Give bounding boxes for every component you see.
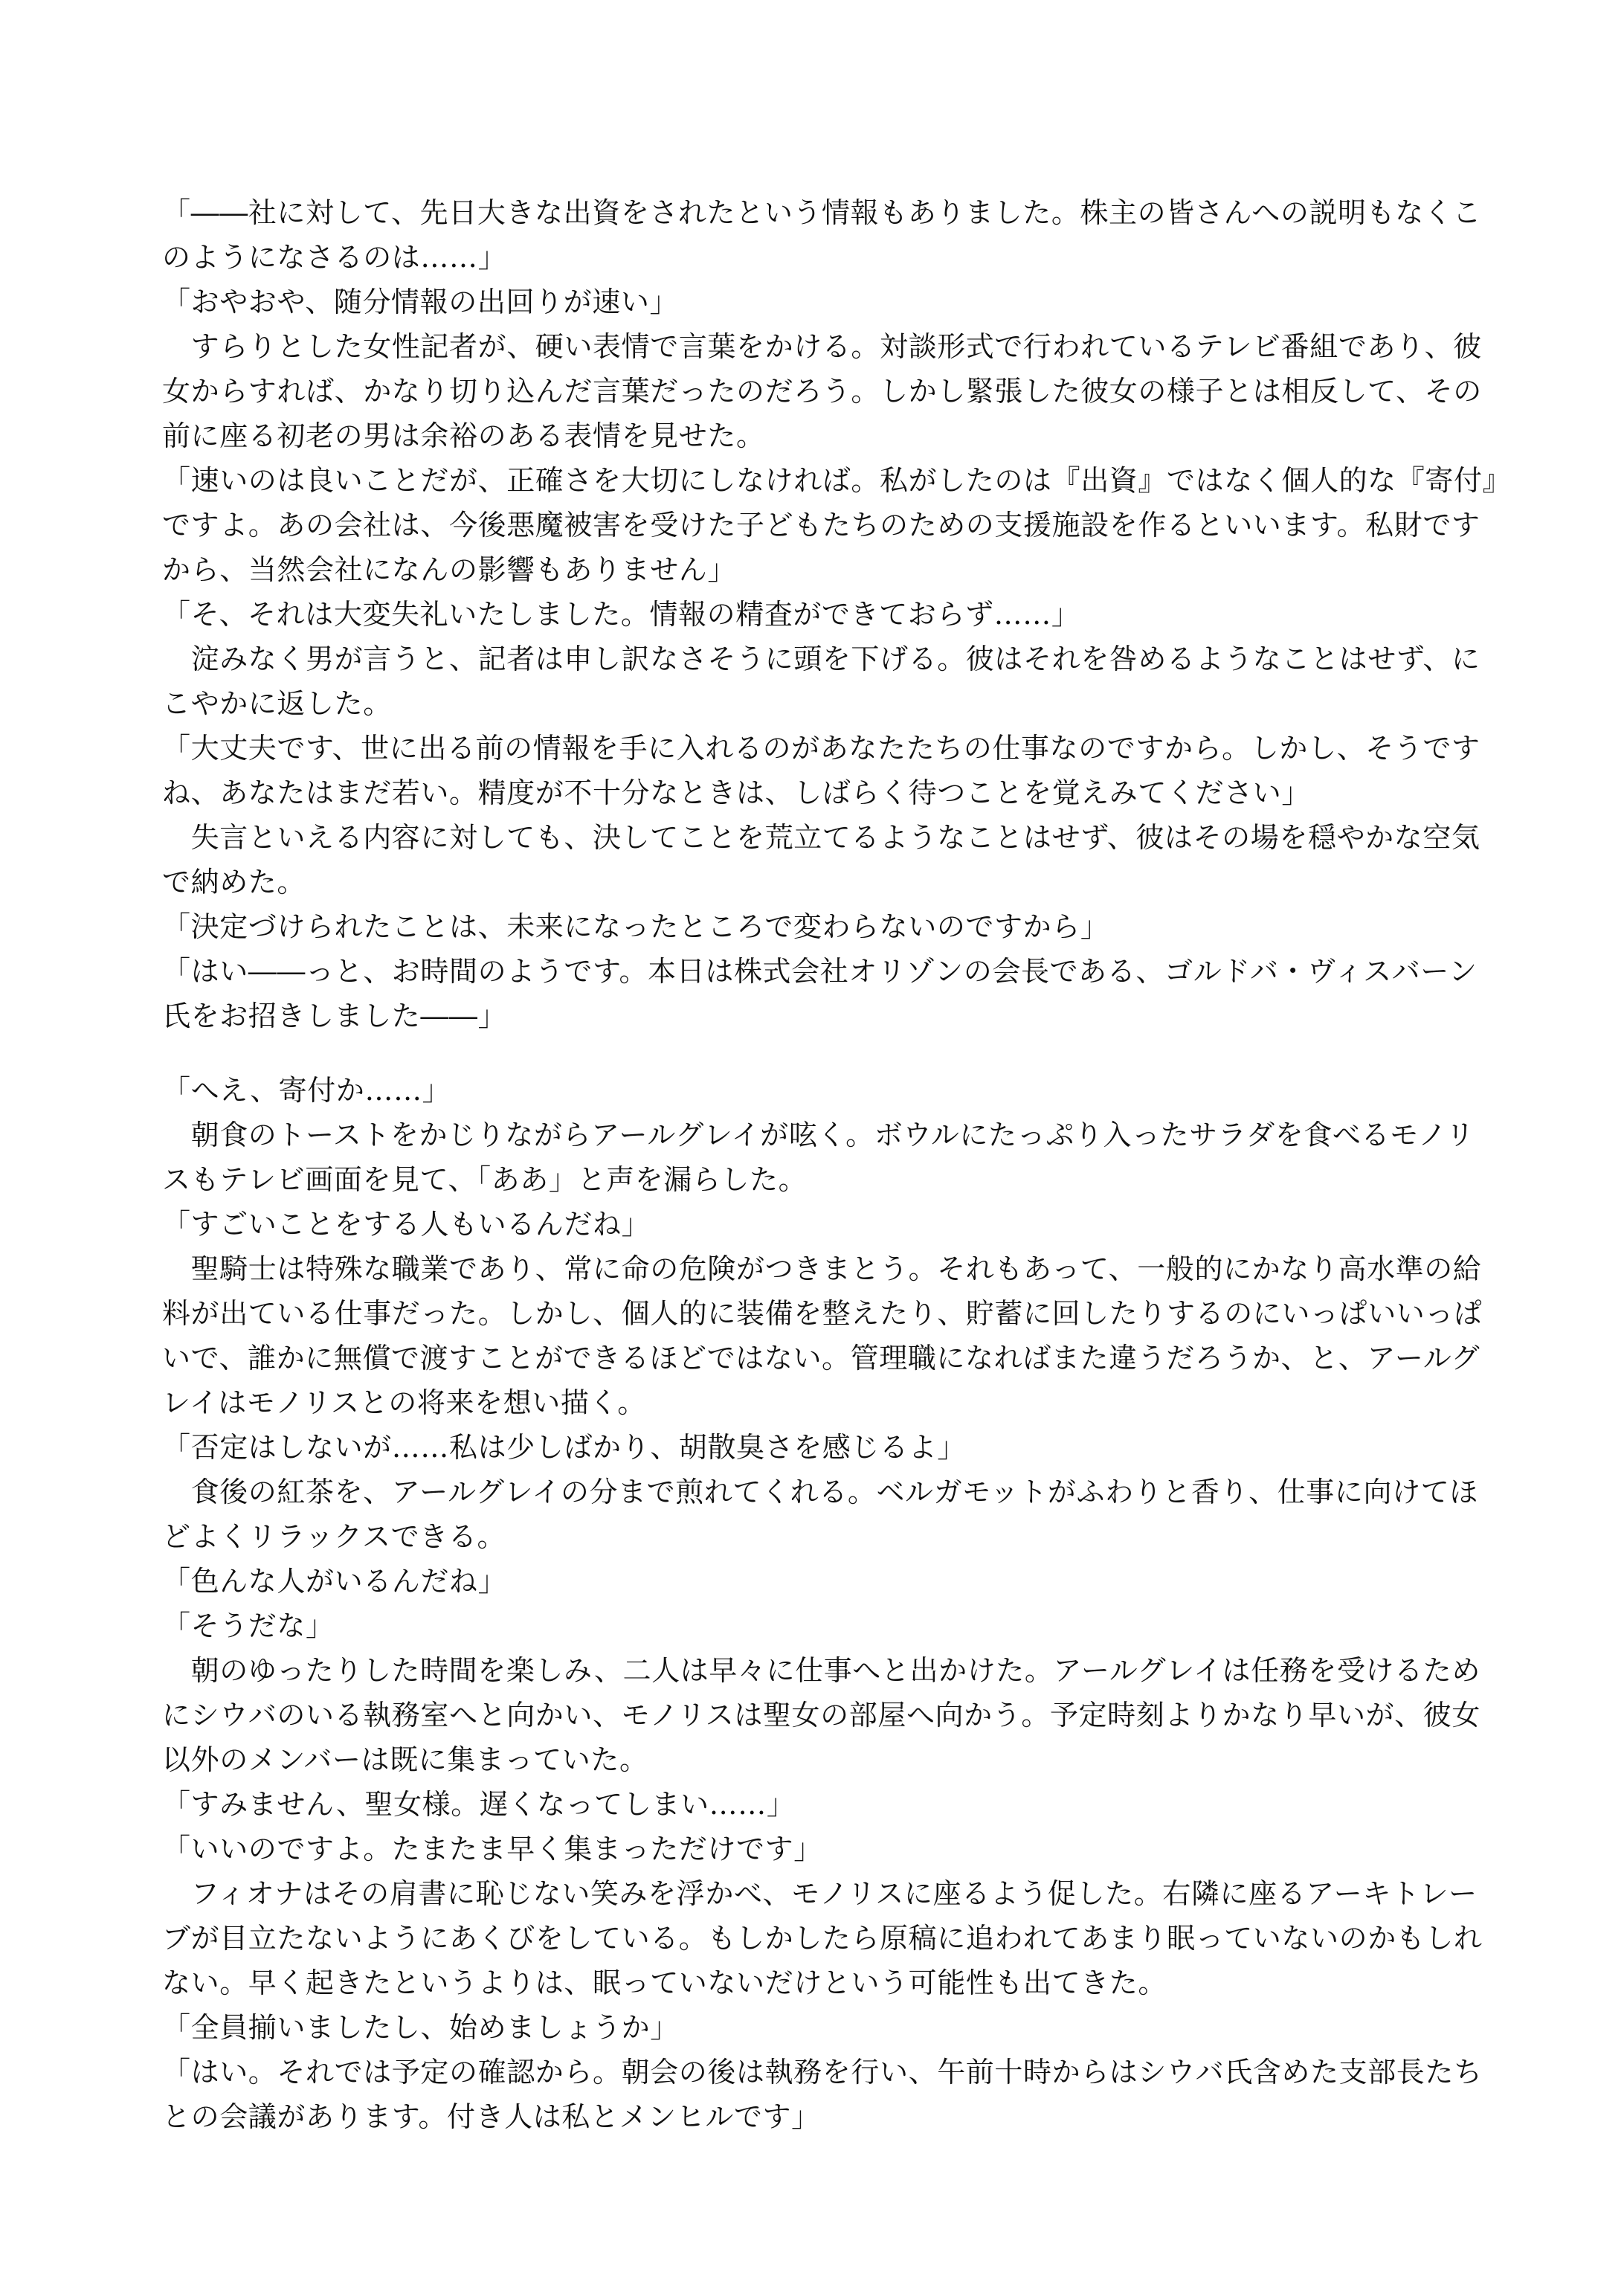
paragraph: 「そ、それは大変失礼いたしました。情報の精査ができておらず……」 <box>162 598 1080 631</box>
paragraph: 食後の紅茶を、アールグレイの分まで煎れてくれる。ベルガモットがふわりと香り、仕事に向けてほどよくリラックスできる。 <box>162 1476 1478 1553</box>
paragraph: 「いいのですよ。たまたま早く集まっただけです」 <box>162 1833 822 1865</box>
paragraph: 「そうだな」 <box>162 1610 335 1642</box>
paragraph: 「大丈夫です、世に出る前の情報を手に入れるのがあなたたちの仕事なのですから。しかし、そうですね、あなたはまだ若い。精度が不十分なときは、しばらく待つことを覚えみてください」 <box>162 732 1480 809</box>
paragraph: 「はい――っと、お時間のようです。本日は株式会社オリゾンの会長である、ゴルドバ・ヴィスバーン氏をお招きしました――」 <box>162 955 1478 1032</box>
paragraph: 聖騎士は特殊な職業であり、常に命の危険がつきまとう。それもあって、一般的にかなり高水準の給料が出ている仕事だった。しかし、個人的に装備を整えたり、貯蓄に回したりするのにいっぱいいっぱいで、誰かに無償で渡すことができるほどではない。管理職になればまた違うだろうか、と、アールグレイはモノリスとの将来を想い描く。 <box>162 1252 1483 1419</box>
paragraph: 「――社に対して、先日大きな出資をされたという情報もありました。株主の皆さんへの説明もなくこのようになさるのは……」 <box>162 196 1482 274</box>
text-section-breakfast <box>162 1068 1501 2139</box>
paragraph: 失言といえる内容に対しても、決してことを荒立てるようなことはせず、彼はその場を穏やかな空気で納めた。 <box>162 821 1480 898</box>
paragraph: 「色んな人がいるんだね」 <box>162 1565 507 1598</box>
paragraph: 淀みなく男が言うと、記者は申し訳なさそうに頭を下げる。彼はそれを咎めるようなことはせず、にこやかに返した。 <box>162 643 1480 720</box>
paragraph: 「すみません、聖女様。遅くなってしまい……」 <box>162 1788 796 1821</box>
paragraph: 「速いのは良いことだが、正確さを大切にしなければ。私がしたのは『出資』ではなく個人的な『寄付』ですよ。あの会社は、今後悪魔被害を受けた子どもたちのための支援施設を作るといいます。私財ですから、当然会社になんの影響もありません」 <box>162 464 1498 586</box>
paragraph: 「決定づけられたことは、未来になったところで変わらないのですから」 <box>162 910 1109 943</box>
text-section-tv-interview <box>162 190 1501 1038</box>
paragraph: 「へえ、寄付か……」 <box>162 1074 451 1107</box>
paragraph: 「全員揃いましたし、始めましょうか」 <box>162 2011 679 2044</box>
paragraph: 「はい。それでは予定の確認から。朝会の後は執務を行い、午前十時からはシウバ氏含めた支部長たちとの会議があります。付き人は私とメンヒルです」 <box>162 2056 1483 2133</box>
paragraph: 「すごいことをする人もいるんだね」 <box>162 1208 651 1241</box>
paragraph: すらりとした女性記者が、硬い表情で言葉をかける。対談形式で行われているテレビ番組であり、彼女からすれば、かなり切り込んだ言葉だったのだろう。しかし緊張した彼女の様子とは相反して、その前に座る初老の男は余裕のある表情を見せた。 <box>162 330 1482 452</box>
paragraph: 朝のゆったりした時間を楽しみ、二人は早々に仕事へと出かけた。アールグレイは任務を受けるためにシウバのいる執務室へと向かい、モノリスは聖女の部屋へ向かう。予定時刻よりかなり早いが、彼女以外のメンバーは既に集まっていた。 <box>162 1654 1480 1776</box>
paragraph: 「おやおや、随分情報の出回りが速い」 <box>162 286 679 318</box>
paragraph: 「否定はしないが……私は少しばかり、胡散臭さを感じるよ」 <box>162 1431 966 1464</box>
paragraph: 朝食のトーストをかじりながらアールグレイが呟く。ボウルにたっぷり入ったサラダを食べるモノリスもテレビ画面を見て、「ああ」と声を漏らした。 <box>162 1119 1475 1196</box>
paragraph: フィオナはその肩書に恥じない笑みを浮かべ、モノリスに座るよう促した。右隣に座るアーキトレーブが目立たないようにあくびをしている。もしかしたら原稿に追われてあまり眠っていないのかもしれない。早く起きたというよりは、眠っていないだけという可能性も出てきた。 <box>162 1877 1483 1999</box>
